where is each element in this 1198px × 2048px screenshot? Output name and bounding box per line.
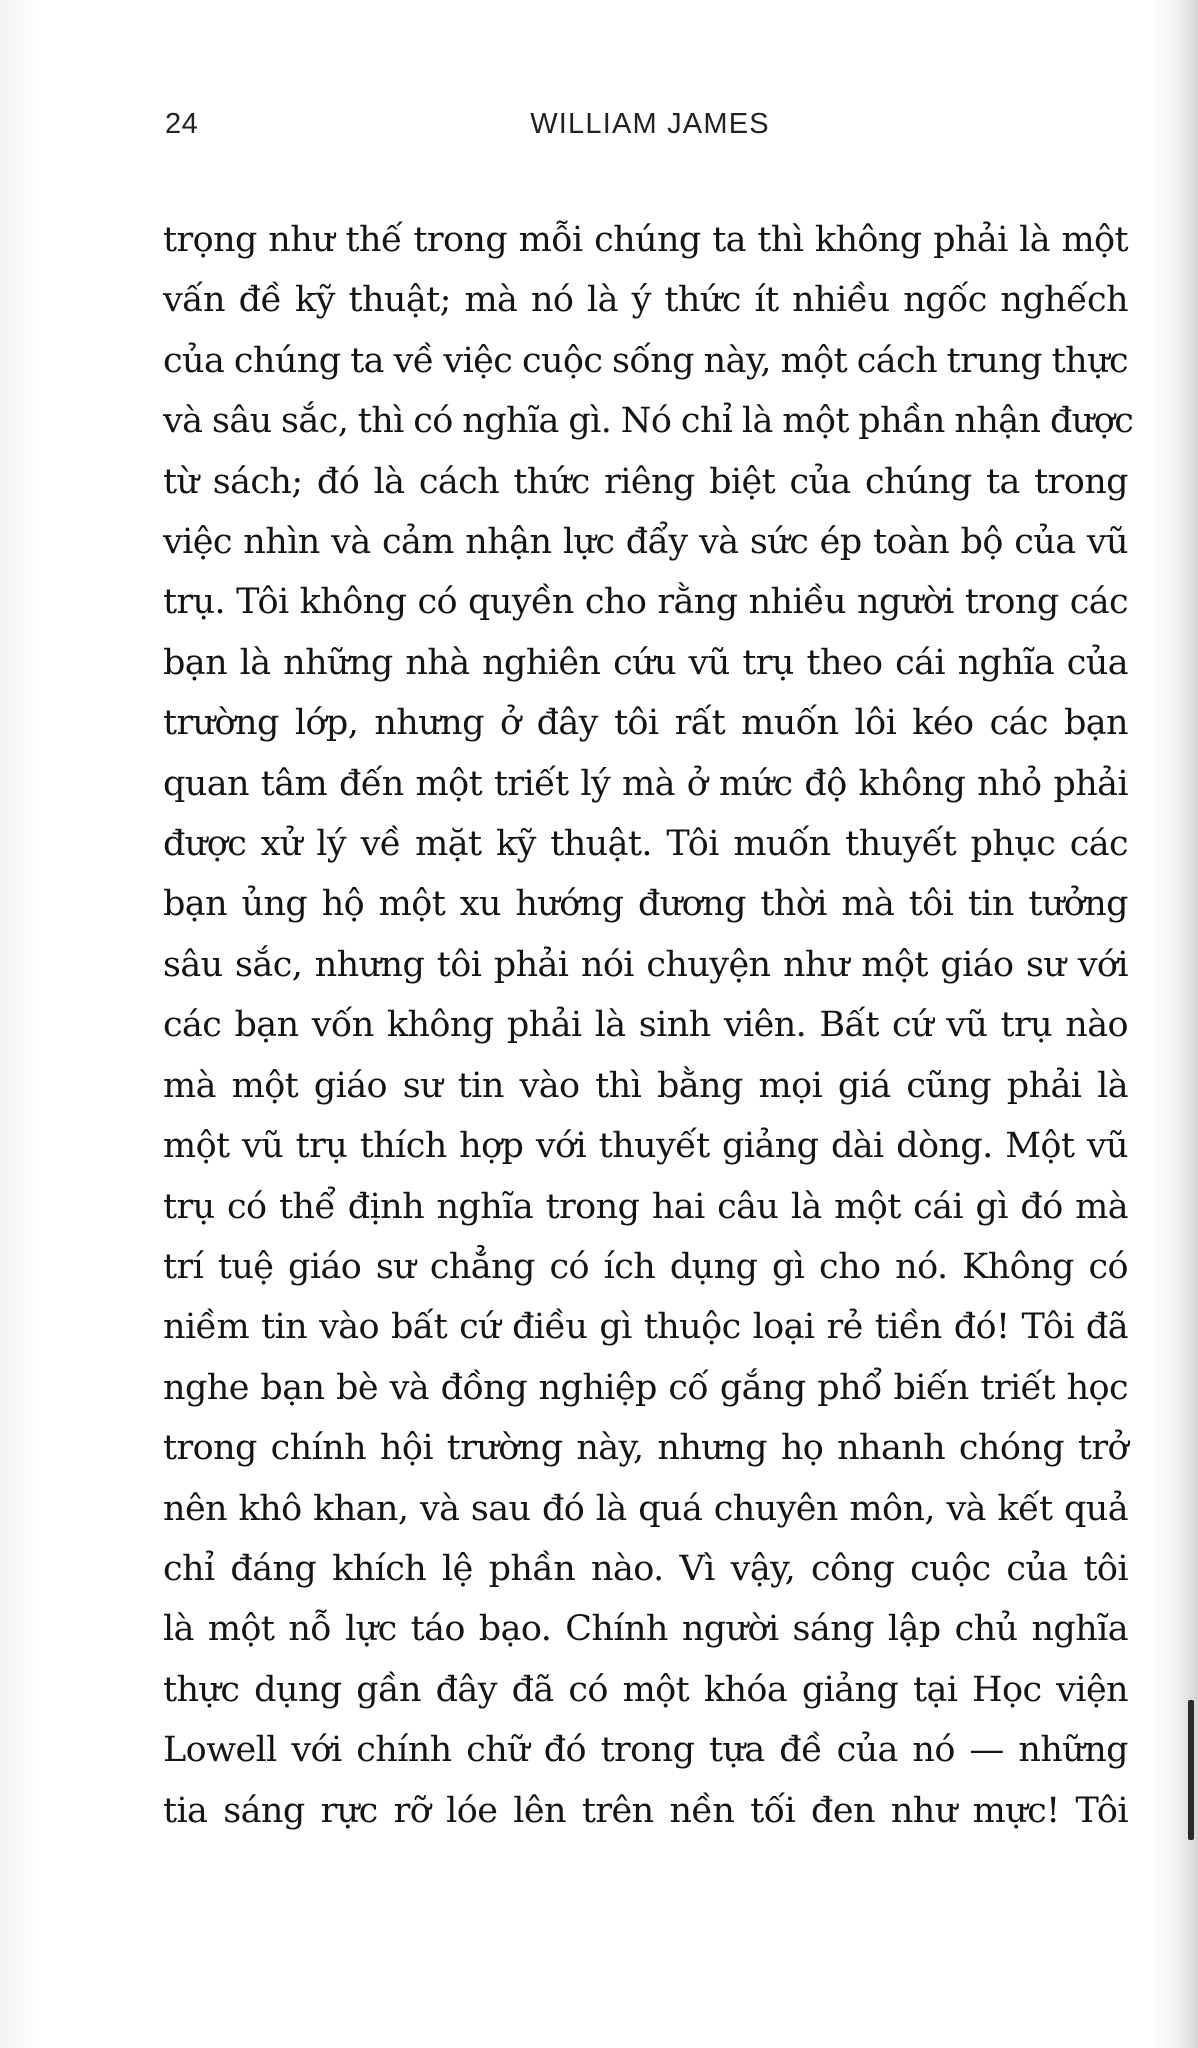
text-line: các bạn vốn không phải là sinh viên. Bất cứ vũ trụ nào [163, 1005, 1128, 1046]
text-line: nghe bạn bè và đồng nghiệp cố gắng phổ biến triết học [163, 1367, 1128, 1408]
text-line: được xử lý về mặt kỹ thuật. Tôi muốn thuyết phục các [163, 824, 1128, 865]
page-edge-shadow [1176, 0, 1198, 2048]
text-line: nên khô khan, và sau đó là quá chuyên môn, và kết quả [163, 1488, 1128, 1529]
text-line: trí tuệ giáo sư chẳng có ích dụng gì cho nó. Không có [163, 1246, 1128, 1287]
text-line: trọng như thế trong mỗi chúng ta thì không phải là một [163, 220, 1128, 260]
page-edge-mark [1188, 1700, 1194, 1840]
text-line: vấn đề kỹ thuật; mà nó là ý thức ít nhiều ngốc nghếch [163, 280, 1128, 321]
text-line: và sâu sắc, thì có nghĩa gì. Nó chỉ là một phần nhận được [163, 401, 1134, 442]
running-head: WILLIAM JAMES [530, 108, 770, 140]
text-line: quan tâm đến một triết lý mà ở mức độ không nhỏ phải [163, 763, 1128, 804]
text-line: tia sáng rực rỡ lóe lên trên nền tối đen như mực! Tôi [163, 1790, 1128, 1831]
text-line: bạn là những nhà nghiên cứu vũ trụ theo cái nghĩa của [163, 642, 1128, 683]
text-line: việc nhìn và cảm nhận lực đẩy và sức ép toàn bộ của vũ [163, 522, 1128, 563]
text-line: mà một giáo sư tin vào thì bằng mọi giá cũng phải là [163, 1065, 1128, 1106]
text-line: bạn ủng hộ một xu hướng đương thời mà tôi tin tưởng [163, 884, 1128, 925]
text-line: sâu sắc, nhưng tôi phải nói chuyện như một giáo sư với [163, 944, 1128, 985]
text-line: trụ có thể định nghĩa trong hai câu là một cái gì đó mà [163, 1186, 1128, 1227]
text-line: một vũ trụ thích hợp với thuyết giảng dài dòng. Một vũ [163, 1126, 1128, 1167]
body-text [163, 210, 1134, 1841]
text-line: thực dụng gần đây đã có một khóa giảng tại Học viện [163, 1669, 1128, 1710]
text-line: chỉ đáng khích lệ phần nào. Vì vậy, công cuộc của tôi [163, 1548, 1128, 1589]
text-line: niềm tin vào bất cứ điều gì thuộc loại rẻ tiền đó! Tôi đã [163, 1307, 1128, 1348]
text-line: trụ. Tôi không có quyền cho rằng nhiều người trong các [163, 582, 1128, 623]
text-line: trường lớp, nhưng ở đây tôi rất muốn lôi kéo các bạn [163, 703, 1128, 744]
text-line: là một nỗ lực táo bạo. Chính người sáng lập chủ nghĩa [163, 1609, 1128, 1650]
text-line: Lowell với chính chữ đó trong tựa đề của nó — những [163, 1730, 1128, 1771]
text-line: trong chính hội trường này, nhưng họ nhanh chóng trở [163, 1428, 1128, 1469]
page-number: 24 [165, 108, 199, 140]
text-line: của chúng ta về việc cuộc sống này, một cách trung thực [163, 340, 1128, 381]
text-line: từ sách; đó là cách thức riêng biệt của chúng ta trong [163, 461, 1128, 502]
page-header [165, 108, 1135, 158]
